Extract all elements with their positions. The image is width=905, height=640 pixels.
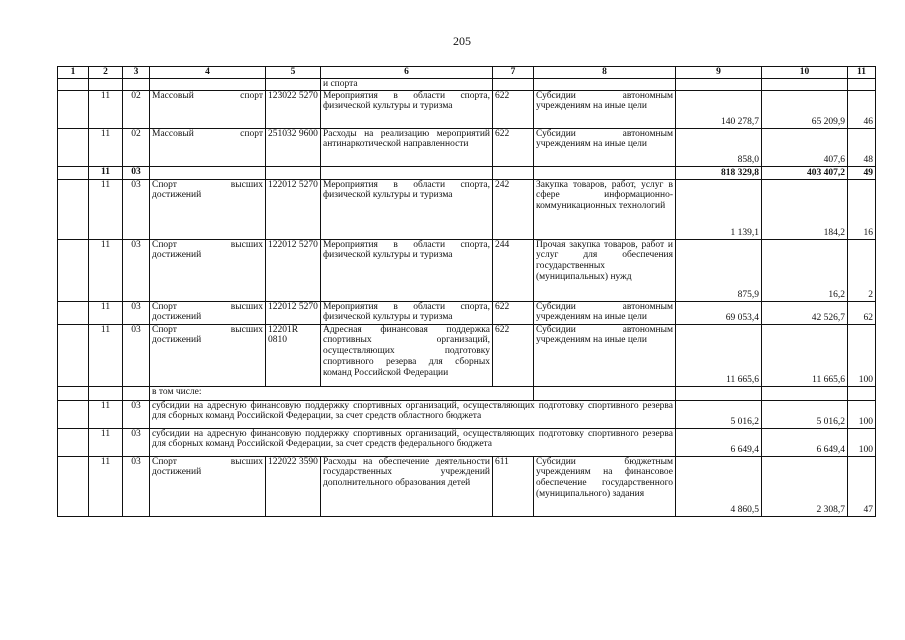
plan-amount-cell: 11 665,6: [676, 324, 762, 386]
direction-cell: Мероприятия в области спорта, физической культуры и туризма: [321, 239, 493, 301]
subsection-name-cell: Спорт высших достижений: [150, 179, 266, 239]
actual-amount-cell: 65 209,9: [762, 90, 848, 128]
table-row: [58, 386, 876, 400]
page-number: 205: [453, 34, 471, 48]
subsection-cell: 02: [123, 90, 150, 128]
subsection-cell: 03: [123, 428, 150, 456]
column-number-cell: 7: [493, 67, 534, 79]
expense-type-cell: 244: [493, 239, 534, 301]
direction-cell: Расходы на реализацию мероприятий антинаркотической направленности: [321, 128, 493, 166]
table-row: [58, 90, 876, 128]
direction-cell: [321, 166, 493, 179]
target-article-cell: [266, 166, 321, 179]
actual-amount-cell: 6 649,4: [762, 428, 848, 456]
expense-name-cell: Субсидии автономным учреждениям на иные цели: [534, 90, 676, 128]
target-article-cell: 122012 5270: [266, 239, 321, 301]
section-cell: 11: [89, 428, 123, 456]
column-number-cell: 11: [848, 67, 876, 79]
table-row: [58, 456, 876, 516]
subsection-name-cell: Спорт высших достижений: [150, 301, 266, 324]
percent-cell: 16: [848, 179, 876, 239]
percent-cell: 46: [848, 90, 876, 128]
target-article-cell: 122022 3590: [266, 456, 321, 516]
expense-name-cell: Закупка товаров, работ, услуг в сфере информационно-коммуникационных технологий: [534, 179, 676, 239]
percent-cell: 48: [848, 128, 876, 166]
table-row: [58, 400, 876, 428]
table-row: [58, 79, 876, 91]
section-cell: 11: [89, 324, 123, 386]
expense-name-cell: Субсидии автономным учреждениям на иные цели: [534, 128, 676, 166]
actual-amount-cell: 2 308,7: [762, 456, 848, 516]
expense-type-cell: 622: [493, 90, 534, 128]
column-number-cell: 5: [266, 67, 321, 79]
expense-type-cell: [493, 166, 534, 179]
plan-amount-cell: 5 016,2: [676, 400, 762, 428]
percent-cell: 100: [848, 324, 876, 386]
plan-amount-cell: 6 649,4: [676, 428, 762, 456]
plan-amount-cell: 140 278,7: [676, 90, 762, 128]
table-row: [58, 301, 876, 324]
percent-cell: 49: [848, 166, 876, 179]
percent-cell: 2: [848, 239, 876, 301]
plan-amount-cell: 69 053,4: [676, 301, 762, 324]
plan-amount-cell: 1 139,1: [676, 179, 762, 239]
subsection-name-cell: Массовый спорт: [150, 128, 266, 166]
percent-cell: 62: [848, 301, 876, 324]
section-cell: 11: [89, 128, 123, 166]
column-number-cell: 8: [534, 67, 676, 79]
table-row: [58, 324, 876, 386]
table-row: [58, 128, 876, 166]
subsection-cell: 03: [123, 324, 150, 386]
plan-amount-cell: 4 860,5: [676, 456, 762, 516]
expense-name-cell: Субсидии автономным учреждениям на иные цели: [534, 301, 676, 324]
direction-cell: Мероприятия в области спорта, физической культуры и туризма: [321, 179, 493, 239]
percent-cell: 100: [848, 428, 876, 456]
section-cell: 11: [89, 400, 123, 428]
column-number-cell: 9: [676, 67, 762, 79]
subsection-cell: 03: [123, 456, 150, 516]
subsection-cell: 03: [123, 179, 150, 239]
subsidy-description-cell: субсидии на адресную финансовую поддержку спортивных организаций, осуществляющих подготовку спортивного резерва для сборных команд Российской Федерации, за счет средств федерального бюджета: [150, 428, 676, 456]
expense-name-cell: Субсидии бюджетным учреждениям на финансовое обеспечение государственного (муниципального) задания: [534, 456, 676, 516]
column-number-cell: 2: [89, 67, 123, 79]
percent-cell: 100: [848, 400, 876, 428]
expense-name-cell: Субсидии автономным учреждениям на иные цели: [534, 324, 676, 386]
expense-type-cell: 611: [493, 456, 534, 516]
plan-amount-cell: 858,0: [676, 128, 762, 166]
actual-amount-cell: 403 407,2: [762, 166, 848, 179]
section-cell: 11: [89, 166, 123, 179]
table-row: [58, 428, 876, 456]
section-cell: 11: [89, 179, 123, 239]
subsection-name-cell: Спорт высших достижений: [150, 456, 266, 516]
column-number-cell: 1: [58, 67, 89, 79]
expense-type-cell: 622: [493, 128, 534, 166]
target-article-cell: 251032 9600: [266, 128, 321, 166]
column-number-cell: 10: [762, 67, 848, 79]
expense-type-cell: 242: [493, 179, 534, 239]
section-cell: 11: [89, 456, 123, 516]
column-number-cell: 6: [321, 67, 493, 79]
subsection-name-cell: Спорт высших достижений: [150, 324, 266, 386]
actual-amount-cell: 407,6: [762, 128, 848, 166]
table-row: [58, 166, 876, 179]
actual-amount-cell: 184,2: [762, 179, 848, 239]
row-direction-cell: и спорта: [321, 79, 493, 91]
target-article-cell: 122012 5270: [266, 301, 321, 324]
subsection-name-cell: [150, 166, 266, 179]
target-article-cell: 123022 5270: [266, 90, 321, 128]
subsection-name-cell: Спорт высших достижений: [150, 239, 266, 301]
subsection-cell: 03: [123, 400, 150, 428]
plan-amount-cell: 818 329,8: [676, 166, 762, 179]
direction-cell: Адресная финансовая поддержка спортивных организаций, осуществляющих подготовку спортивного резерва для сборных команд Российской Федерации: [321, 324, 493, 386]
table-row: [58, 239, 876, 301]
subsidy-description-cell: субсидии на адресную финансовую поддержку спортивных организаций, осуществляющих подготовку спортивного резерва для сборных команд Российской Федерации, за счет средств областного бюджета: [150, 400, 676, 428]
actual-amount-cell: 5 016,2: [762, 400, 848, 428]
column-number-cell: 4: [150, 67, 266, 79]
expense-name-cell: [534, 166, 676, 179]
expense-name-cell: Прочая закупка товаров, работ и услуг для обеспечения государственных (муниципальных) нужд: [534, 239, 676, 301]
actual-amount-cell: 11 665,6: [762, 324, 848, 386]
target-article-cell: 12201R 0810: [266, 324, 321, 386]
subsection-cell: 02: [123, 128, 150, 166]
section-cell: 11: [89, 301, 123, 324]
direction-cell: Расходы на обеспечение деятельности государственных учреждений дополнительного образования детей: [321, 456, 493, 516]
direction-cell: Мероприятия в области спорта, физической культуры и туризма: [321, 90, 493, 128]
actual-amount-cell: 16,2: [762, 239, 848, 301]
percent-cell: 47: [848, 456, 876, 516]
plan-amount-cell: 875,9: [676, 239, 762, 301]
target-article-cell: 122012 5270: [266, 179, 321, 239]
direction-cell: Мероприятия в области спорта, физической культуры и туризма: [321, 301, 493, 324]
table-header-row: [58, 67, 876, 79]
subsection-cell: 03: [123, 166, 150, 179]
budget-table: [57, 66, 876, 517]
table-row: [58, 179, 876, 239]
subsection-name-cell: Массовый спорт: [150, 90, 266, 128]
note-cell: в том числе:: [150, 386, 534, 400]
column-number-cell: 3: [123, 67, 150, 79]
subsection-cell: 03: [123, 301, 150, 324]
expense-type-cell: 622: [493, 324, 534, 386]
actual-amount-cell: 42 526,7: [762, 301, 848, 324]
section-cell: 11: [89, 239, 123, 301]
subsection-cell: 03: [123, 239, 150, 301]
expense-type-cell: 622: [493, 301, 534, 324]
section-cell: 11: [89, 90, 123, 128]
